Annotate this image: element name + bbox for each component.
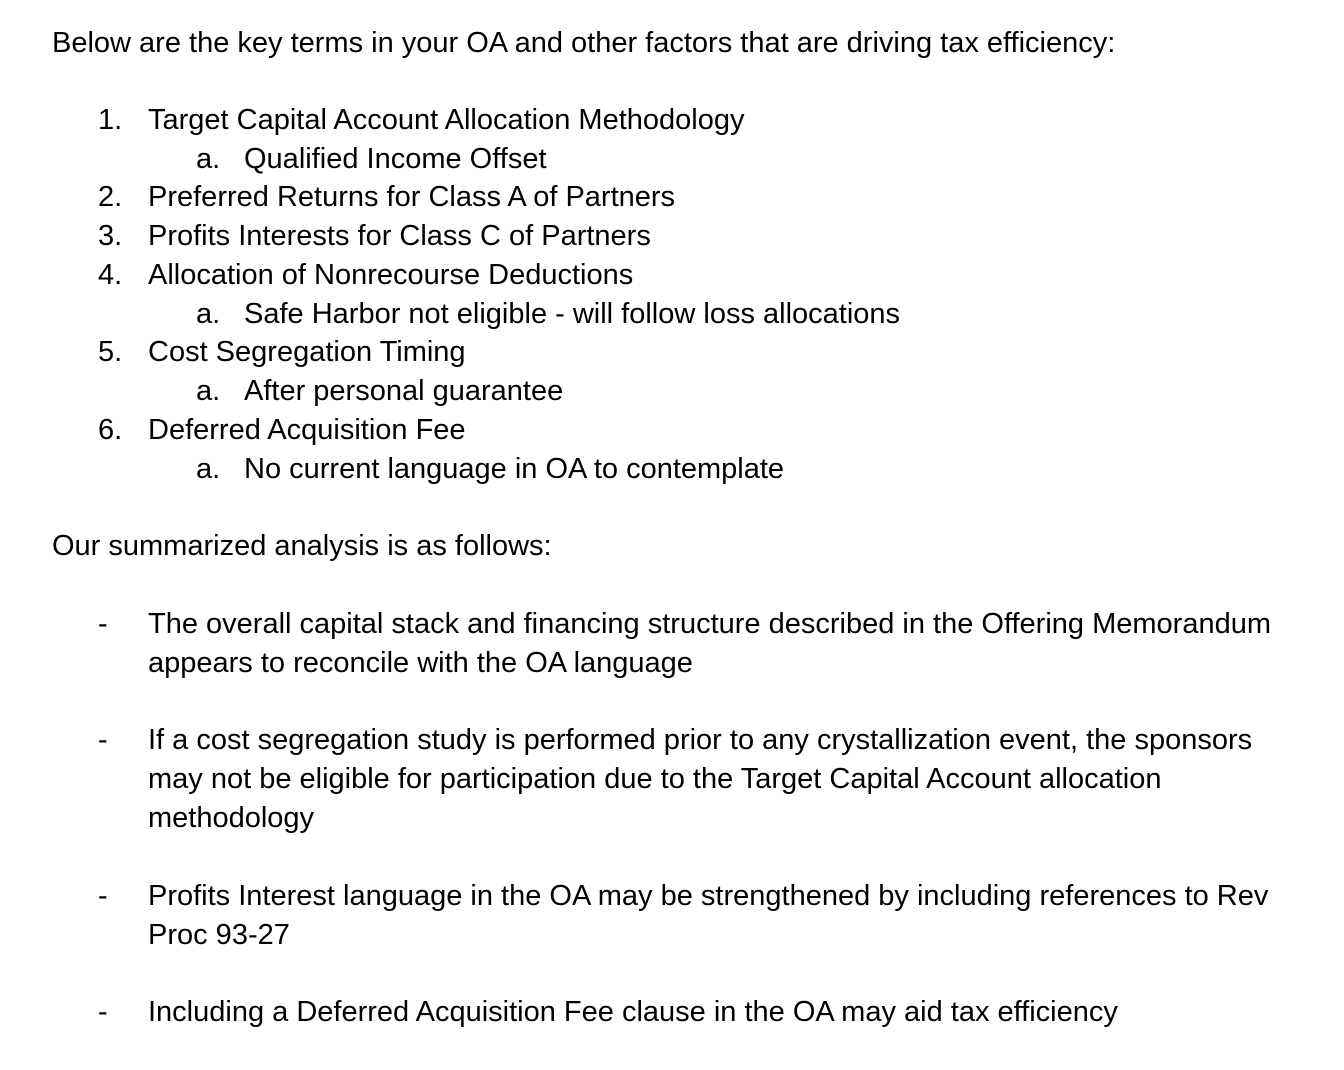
- list-item: Allocation of Nonrecourse Deductions: [148, 259, 634, 291]
- sub-item-letter: a.: [196, 375, 221, 407]
- list-item: Preferred Returns for Class A of Partners: [148, 181, 676, 213]
- sub-item: After personal guarantee: [244, 375, 564, 407]
- list-item: Target Capital Account Allocation Methodology: [148, 104, 745, 136]
- bullet-marker: -: [98, 880, 108, 912]
- analysis-item: Including a Deferred Acquisition Fee clause in the OA may aid tax efficiency: [148, 996, 1118, 1028]
- bullet-marker: -: [98, 608, 108, 640]
- list-item: Profits Interests for Class C of Partners: [148, 220, 651, 252]
- list-item-number: 6.: [98, 414, 123, 446]
- list-item: Deferred Acquisition Fee: [148, 414, 466, 446]
- bullet-marker: -: [98, 996, 108, 1028]
- list-item-number: 4.: [98, 259, 123, 291]
- analysis-item: If a cost segregation study is performed prior to any crystallization event, the sponsors may not be eligible for participation due to the Target Capital Account allocation methodology: [148, 724, 1253, 834]
- sub-item-letter: a.: [196, 453, 221, 485]
- list-item-number: 1.: [98, 104, 123, 136]
- analysis-intro: Our summarized analysis is as follows:: [52, 530, 552, 562]
- sub-item-letter: a.: [196, 143, 221, 175]
- sub-item: Qualified Income Offset: [244, 143, 547, 175]
- list-item-number: 5.: [98, 336, 123, 368]
- analysis-item: The overall capital stack and financing structure described in the Offering Memorandum appears to reconcile with the OA language: [148, 608, 1271, 679]
- analysis-item: Profits Interest language in the OA may be strengthened by including references to Rev Proc 93-27: [148, 880, 1269, 951]
- sub-item-letter: a.: [196, 298, 221, 330]
- bullet-marker: -: [98, 724, 108, 756]
- list-item: Cost Segregation Timing: [148, 336, 466, 368]
- sub-item: No current language in OA to contemplate: [244, 453, 785, 485]
- terms-intro: Below are the key terms in your OA and other factors that are driving tax efficiency:: [52, 27, 1116, 59]
- sub-item: Safe Harbor not eligible - will follow loss allocations: [244, 298, 901, 330]
- list-item-number: 2.: [98, 181, 123, 213]
- list-item-number: 3.: [98, 220, 123, 252]
